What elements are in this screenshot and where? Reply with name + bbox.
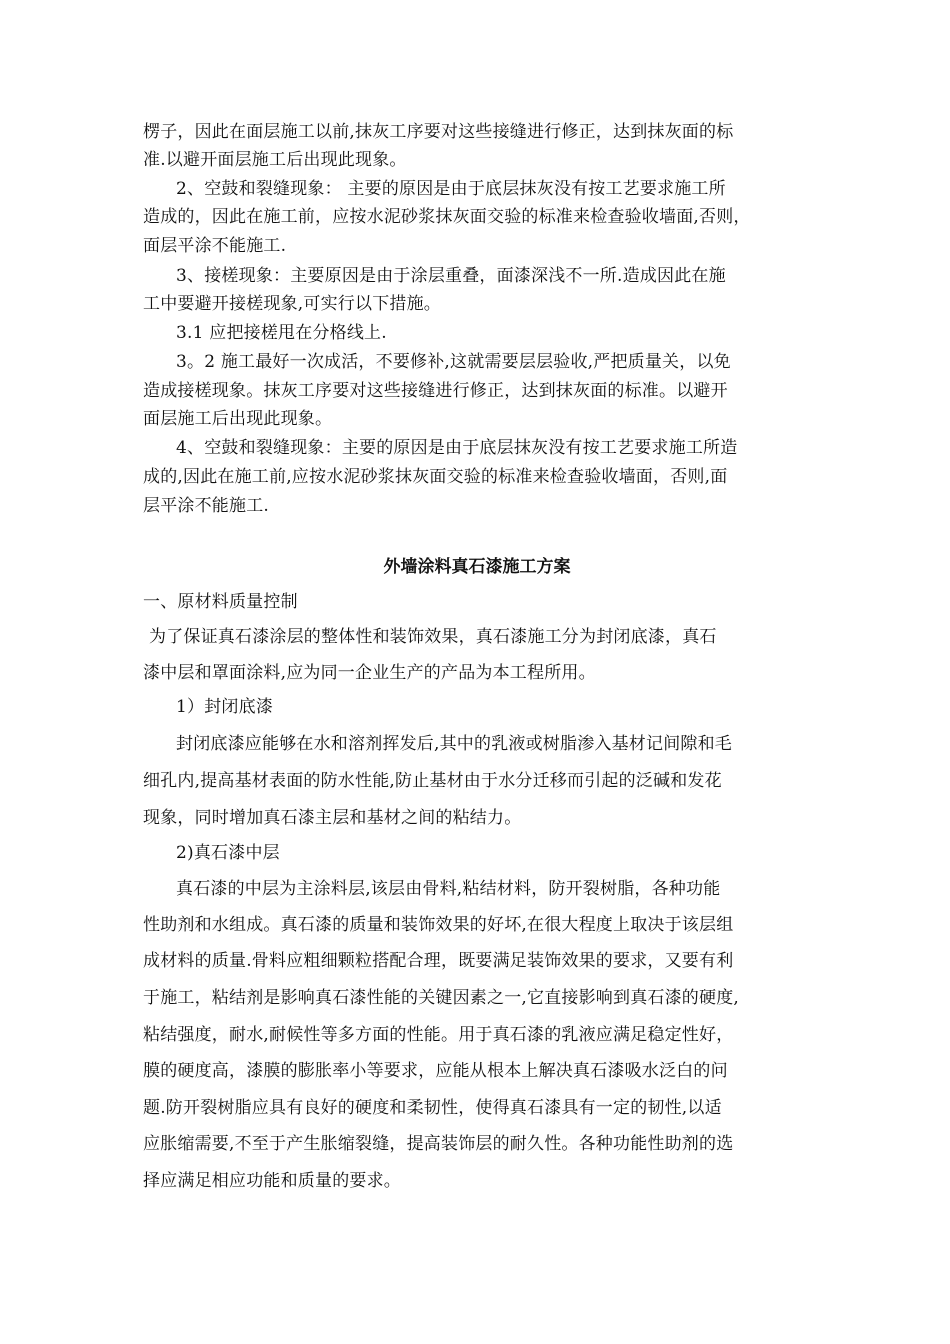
- paragraph-line: 细孔内,提高基材表面的防水性能,防止基材由于水分迁移而引起的泛碱和发花: [143, 771, 722, 791]
- paragraph-line: 成材料的质量.骨料应粗细颗粒搭配合理，既要满足装饰效果的要求，又要有利: [143, 951, 734, 971]
- paragraph-line: 准.以避开面层施工后出现此现象。: [143, 150, 407, 170]
- paragraph-line: 3。2 施工最好一次成活，不要修补,这就需要层层验收,严把质量关，以免: [176, 352, 731, 372]
- paragraph-line: 造成的，因此在施工前，应按水泥砂浆抹灰面交验的标准来检查验收墙面,否则，: [143, 207, 751, 227]
- paragraph-line: 真石漆的中层为主涂料层,该层由骨料,粘结材料，防开裂树脂，各种功能: [176, 879, 721, 899]
- paragraph-line: 面层平涂不能施工.: [143, 236, 287, 256]
- paragraph-line: 3.1 应把接槎甩在分格线上.: [176, 323, 387, 343]
- paragraph-line: 性助剂和水组成。真石漆的质量和装饰效果的好坏,在很大程度上取决于该层组: [143, 915, 734, 935]
- paragraph-line: 为了保证真石漆涂层的整体性和装饰效果，真石漆施工分为封闭底漆，真石: [149, 627, 717, 647]
- paragraph-line: 题.防开裂树脂应具有良好的硬度和柔韧性，使得真石漆具有一定的韧性,以适: [143, 1098, 722, 1118]
- paragraph-line: 膜的硬度高，漆膜的膨胀率小等要求，应能从根本上解决真石漆吸水泛白的问: [143, 1061, 728, 1081]
- paragraph-line: 工中要避开接槎现象,可实行以下措施。: [143, 294, 442, 314]
- section-title: 外墙涂料真石漆施工方案: [383, 557, 571, 577]
- paragraph-line: 成的,因此在施工前,应按水泥砂浆抹灰面交验的标准来检查验收墙面，否则,面: [143, 467, 728, 487]
- paragraph-line: 应胀缩需要,不至于产生胀缩裂缝，提高装饰层的耐久性。各种功能性助剂的选: [143, 1134, 734, 1154]
- paragraph-line: 封闭底漆应能够在水和溶剂挥发后,其中的乳液或树脂渗入基材记间隙和毛: [176, 734, 733, 754]
- paragraph-line: 于施工，粘结剂是影响真石漆性能的关键因素之一,它直接影响到真石漆的硬度,: [143, 988, 740, 1008]
- subsection-heading: 2)真石漆中层: [176, 843, 280, 863]
- paragraph-line: 2、空鼓和裂缝现象： 主要的原因是由于底层抹灰没有按工艺要求施工所: [176, 179, 726, 199]
- paragraph-line: 漆中层和罩面涂料,应为同一企业生产的产品为本工程所用。: [143, 663, 596, 683]
- paragraph-line: 粘结强度，耐水,耐候性等多方面的性能。用于真石漆的乳液应满足稳定性好，: [143, 1025, 734, 1045]
- paragraph-line: 楞子，因此在面层施工以前,抹灰工序要对这些接缝进行修正，达到抹灰面的标: [143, 122, 734, 142]
- paragraph-line: 造成接槎现象。抹灰工序要对这些接缝进行修正，达到抹灰面的标准。以避开: [143, 381, 728, 401]
- paragraph-line: 4、空鼓和裂缝现象：主要的原因是由于底层抹灰没有按工艺要求施工所造: [176, 438, 738, 458]
- paragraph-line: 择应满足相应功能和质量的要求。: [143, 1171, 401, 1191]
- paragraph-line: 层平涂不能施工.: [143, 496, 270, 516]
- paragraph-line: 现象，同时增加真石漆主层和基材之间的粘结力。: [143, 808, 522, 828]
- paragraph-line: 3、接槎现象：主要原因是由于涂层重叠，面漆深浅不一所.造成因此在施: [176, 266, 726, 286]
- subsection-heading: 1）封闭底漆: [176, 697, 274, 717]
- paragraph-line: 面层施工后出现此现象。: [143, 409, 333, 429]
- section-heading: 一、原材料质量控制: [143, 592, 298, 612]
